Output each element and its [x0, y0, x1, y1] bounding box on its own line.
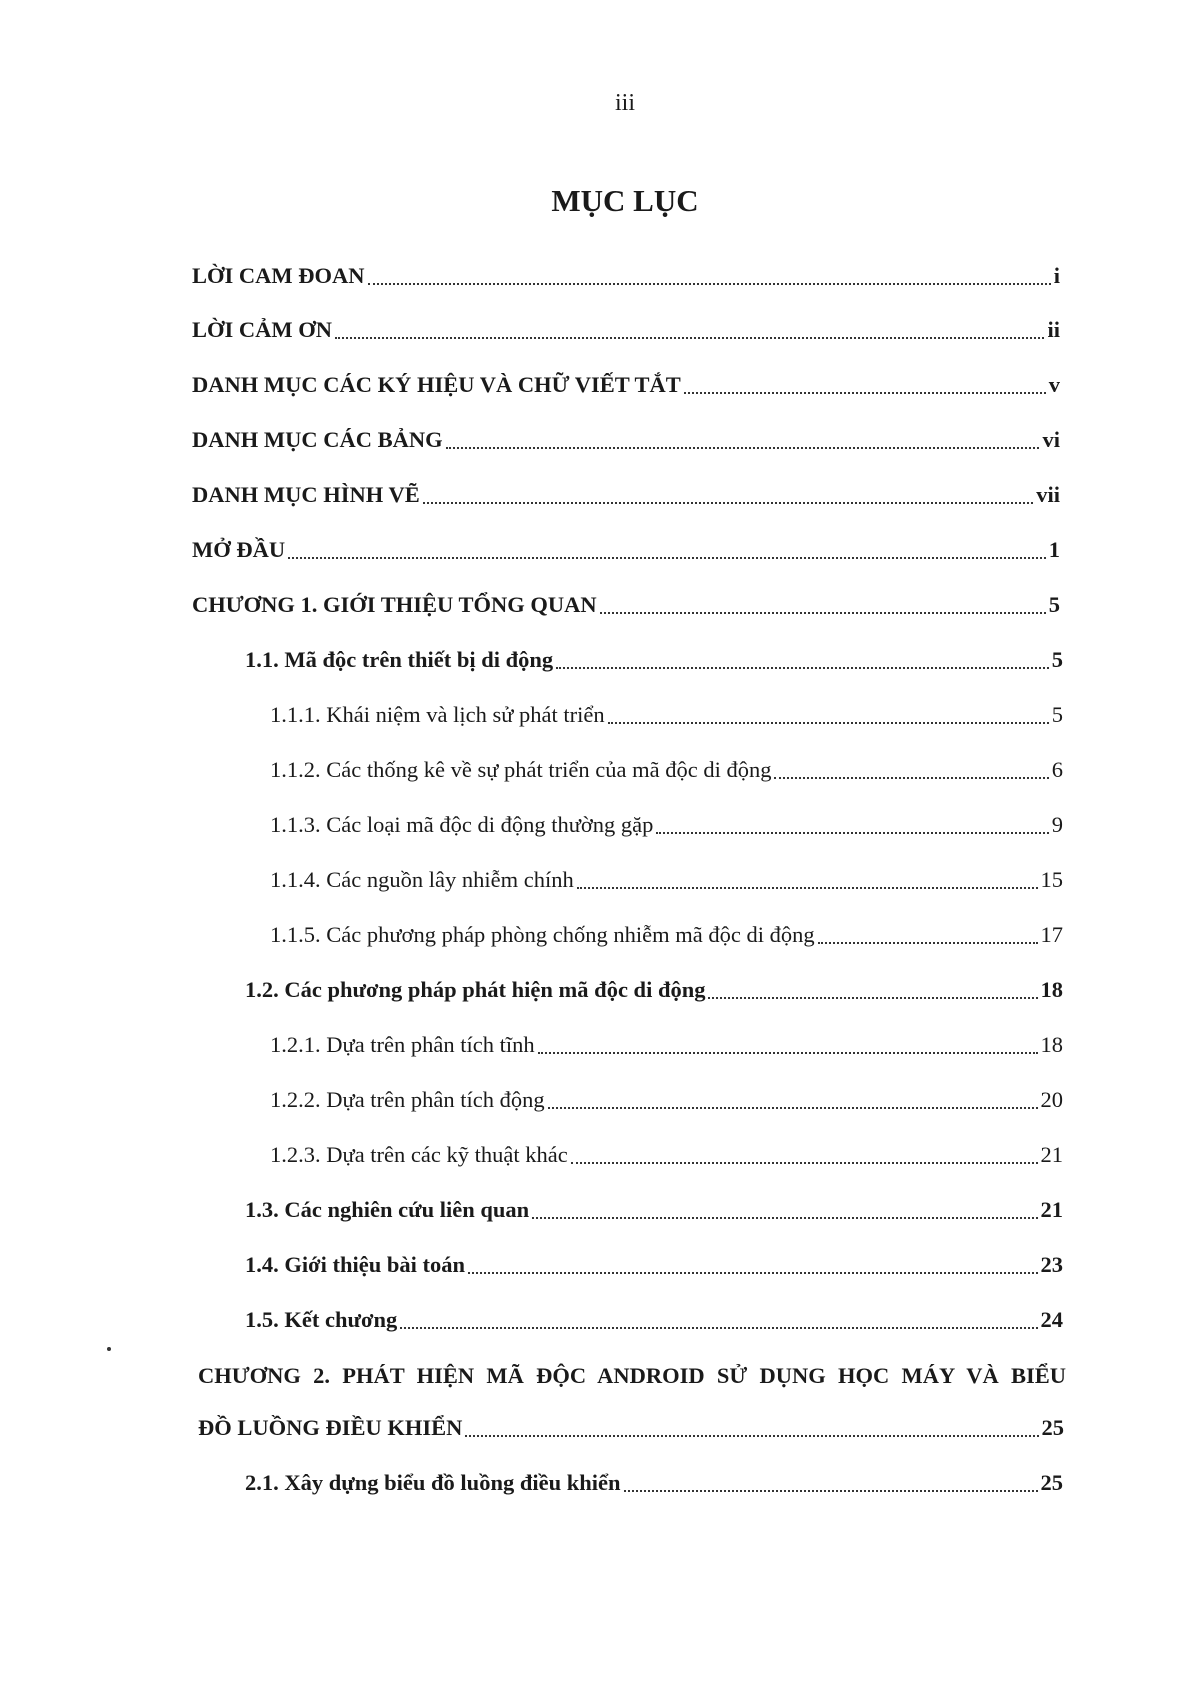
- toc-entry-label: 1.3. Các nghiên cứu liên quan: [245, 1197, 530, 1222]
- dot-leader: [571, 1162, 1038, 1164]
- dot-leader: [684, 392, 1046, 394]
- page-title: MỤC LỤC: [551, 183, 699, 218]
- toc-entry-1-3[interactable]: [245, 1192, 1063, 1228]
- toc-entry-1-1-4[interactable]: [270, 862, 1063, 898]
- dot-leader: [423, 502, 1034, 504]
- toc-entry-page: vi: [1042, 427, 1060, 452]
- toc-entry-1-1-5[interactable]: [270, 917, 1063, 953]
- dot-leader: [465, 1435, 1038, 1437]
- toc-entry-chuong-1[interactable]: [192, 587, 1060, 623]
- toc-entry-1-2-3[interactable]: [270, 1137, 1063, 1173]
- toc-entry-page: 25: [1041, 1415, 1064, 1440]
- toc-entry-page: 15: [1040, 867, 1063, 892]
- toc-entry-1-2[interactable]: [245, 972, 1063, 1008]
- page-number: iii: [614, 90, 635, 116]
- dot-leader: [538, 1052, 1038, 1054]
- dot-leader: [656, 832, 1048, 834]
- dot-leader: [548, 1107, 1038, 1109]
- toc-entry-ky-hieu[interactable]: [192, 367, 1060, 403]
- toc-entry-1-1-3[interactable]: [270, 807, 1063, 843]
- toc-entry-page: 1: [1048, 537, 1060, 562]
- dot-leader: [774, 777, 1048, 779]
- dot-leader: [708, 997, 1037, 999]
- dot-leader: [577, 887, 1038, 889]
- toc-entry-page: 25: [1040, 1470, 1063, 1495]
- toc-entry-page: 18: [1040, 1032, 1063, 1057]
- toc-entry-loi-cam-on[interactable]: [192, 312, 1060, 348]
- dot-leader: [400, 1327, 1037, 1329]
- toc-entry-label: LỜI CAM ĐOAN: [192, 263, 365, 288]
- toc-entry-label: 1.4. Giới thiệu bài toán: [245, 1252, 465, 1277]
- toc-entry-1-1[interactable]: [245, 642, 1063, 678]
- toc-entry-mo-dau[interactable]: [192, 532, 1060, 568]
- dot-leader: [446, 447, 1040, 449]
- toc-entry-1-1-1[interactable]: [270, 697, 1063, 733]
- toc-entry-page: 21: [1040, 1142, 1063, 1167]
- toc-entry-page: 18: [1040, 977, 1063, 1002]
- toc-entry-label: MỞ ĐẦU: [192, 537, 286, 562]
- toc-entry-page: 17: [1040, 922, 1063, 947]
- toc-entry-page: 6: [1051, 757, 1063, 782]
- toc-entry-2-1[interactable]: [245, 1465, 1063, 1501]
- toc-entry-page: 5: [1048, 592, 1060, 617]
- toc-entry-page: 5: [1051, 702, 1063, 727]
- toc-entry-1-5[interactable]: [245, 1302, 1063, 1338]
- toc-entry-label: 1.1.5. Các phương pháp phòng chống nhiễm mã độc di động: [270, 922, 815, 947]
- toc-entry-label: 1.1.2. Các thống kê về sự phát triển của mã độc di động: [270, 757, 772, 782]
- toc-entry-label: 1.2. Các phương pháp phát hiện mã độc di động: [245, 977, 706, 1002]
- dot-leader: [288, 557, 1046, 559]
- toc-entry-1-4[interactable]: [245, 1247, 1063, 1283]
- toc-entry-danh-muc-hinh[interactable]: [192, 477, 1060, 513]
- dot-leader: [624, 1490, 1038, 1492]
- dot-leader: [468, 1272, 1038, 1274]
- toc-entry-label: 1.1.3. Các loại mã độc di động thường gặp: [270, 812, 654, 837]
- toc-entry-label: DANH MỤC HÌNH VẼ: [192, 482, 420, 507]
- toc-entry-label: 1.1.1. Khái niệm và lịch sử phát triển: [270, 702, 605, 727]
- toc-entry-label: 1.2.3. Dựa trên các kỹ thuật khác: [270, 1142, 568, 1167]
- dot-leader: [335, 337, 1044, 339]
- toc-entry-page: vii: [1036, 482, 1060, 507]
- dot-leader: [532, 1217, 1037, 1219]
- dot-leader: [818, 942, 1038, 944]
- toc-entry-label: CHƯƠNG 1. GIỚI THIỆU TỔNG QUAN: [192, 592, 597, 617]
- toc-entry-label: ĐỒ LUỒNG ĐIỀU KHIỂN: [198, 1415, 463, 1440]
- dot-leader: [368, 283, 1051, 285]
- scan-speck: [107, 1347, 111, 1351]
- dot-leader: [556, 667, 1049, 669]
- toc-entry-chuong-2-line1[interactable]: CHƯƠNG 2. PHÁT HIỆN MÃ ĐỘC ANDROID SỬ DỤNG HỌC MÁY VÀ BIỂU: [198, 1363, 1066, 1388]
- toc-entry-label: 1.1. Mã độc trên thiết bị di động: [245, 647, 554, 672]
- toc-entry-page: 20: [1040, 1087, 1063, 1112]
- toc-entry-label: 1.5. Kết chương: [245, 1307, 398, 1332]
- dot-leader: [608, 722, 1049, 724]
- toc-entry-1-2-2[interactable]: [270, 1082, 1063, 1118]
- toc-entry-chuong-2[interactable]: [198, 1410, 1064, 1446]
- toc-entry-1-2-1[interactable]: [270, 1027, 1063, 1063]
- toc-entry-label: 1.2.2. Dựa trên phân tích động: [270, 1087, 545, 1112]
- toc-entry-page: 23: [1040, 1252, 1063, 1277]
- toc-entry-page: 5: [1051, 647, 1063, 672]
- toc-entry-page: v: [1048, 372, 1060, 397]
- toc-entry-page: ii: [1047, 317, 1060, 342]
- toc-entry-page: 9: [1051, 812, 1063, 837]
- toc-entry-1-1-2[interactable]: [270, 752, 1063, 788]
- toc-entry-page: 24: [1040, 1307, 1063, 1332]
- toc-entry-loi-cam-doan[interactable]: [192, 258, 1060, 294]
- toc-entry-label: DANH MỤC CÁC BẢNG: [192, 427, 443, 452]
- toc-entry-danh-muc-bang[interactable]: [192, 422, 1060, 458]
- toc-entry-page: i: [1053, 263, 1060, 288]
- toc-entry-label: 1.1.4. Các nguồn lây nhiễm chính: [270, 867, 574, 892]
- toc-entry-page: 21: [1040, 1197, 1063, 1222]
- toc-entry-label: 2.1. Xây dựng biểu đồ luồng điều khiển: [245, 1470, 621, 1495]
- dot-leader: [600, 612, 1046, 614]
- toc-entry-label: DANH MỤC CÁC KÝ HIỆU VÀ CHỮ VIẾT TẮT: [192, 372, 681, 397]
- toc-entry-label: LỜI CẢM ƠN: [192, 317, 332, 342]
- toc-entry-label: 1.2.1. Dựa trên phân tích tĩnh: [270, 1032, 535, 1057]
